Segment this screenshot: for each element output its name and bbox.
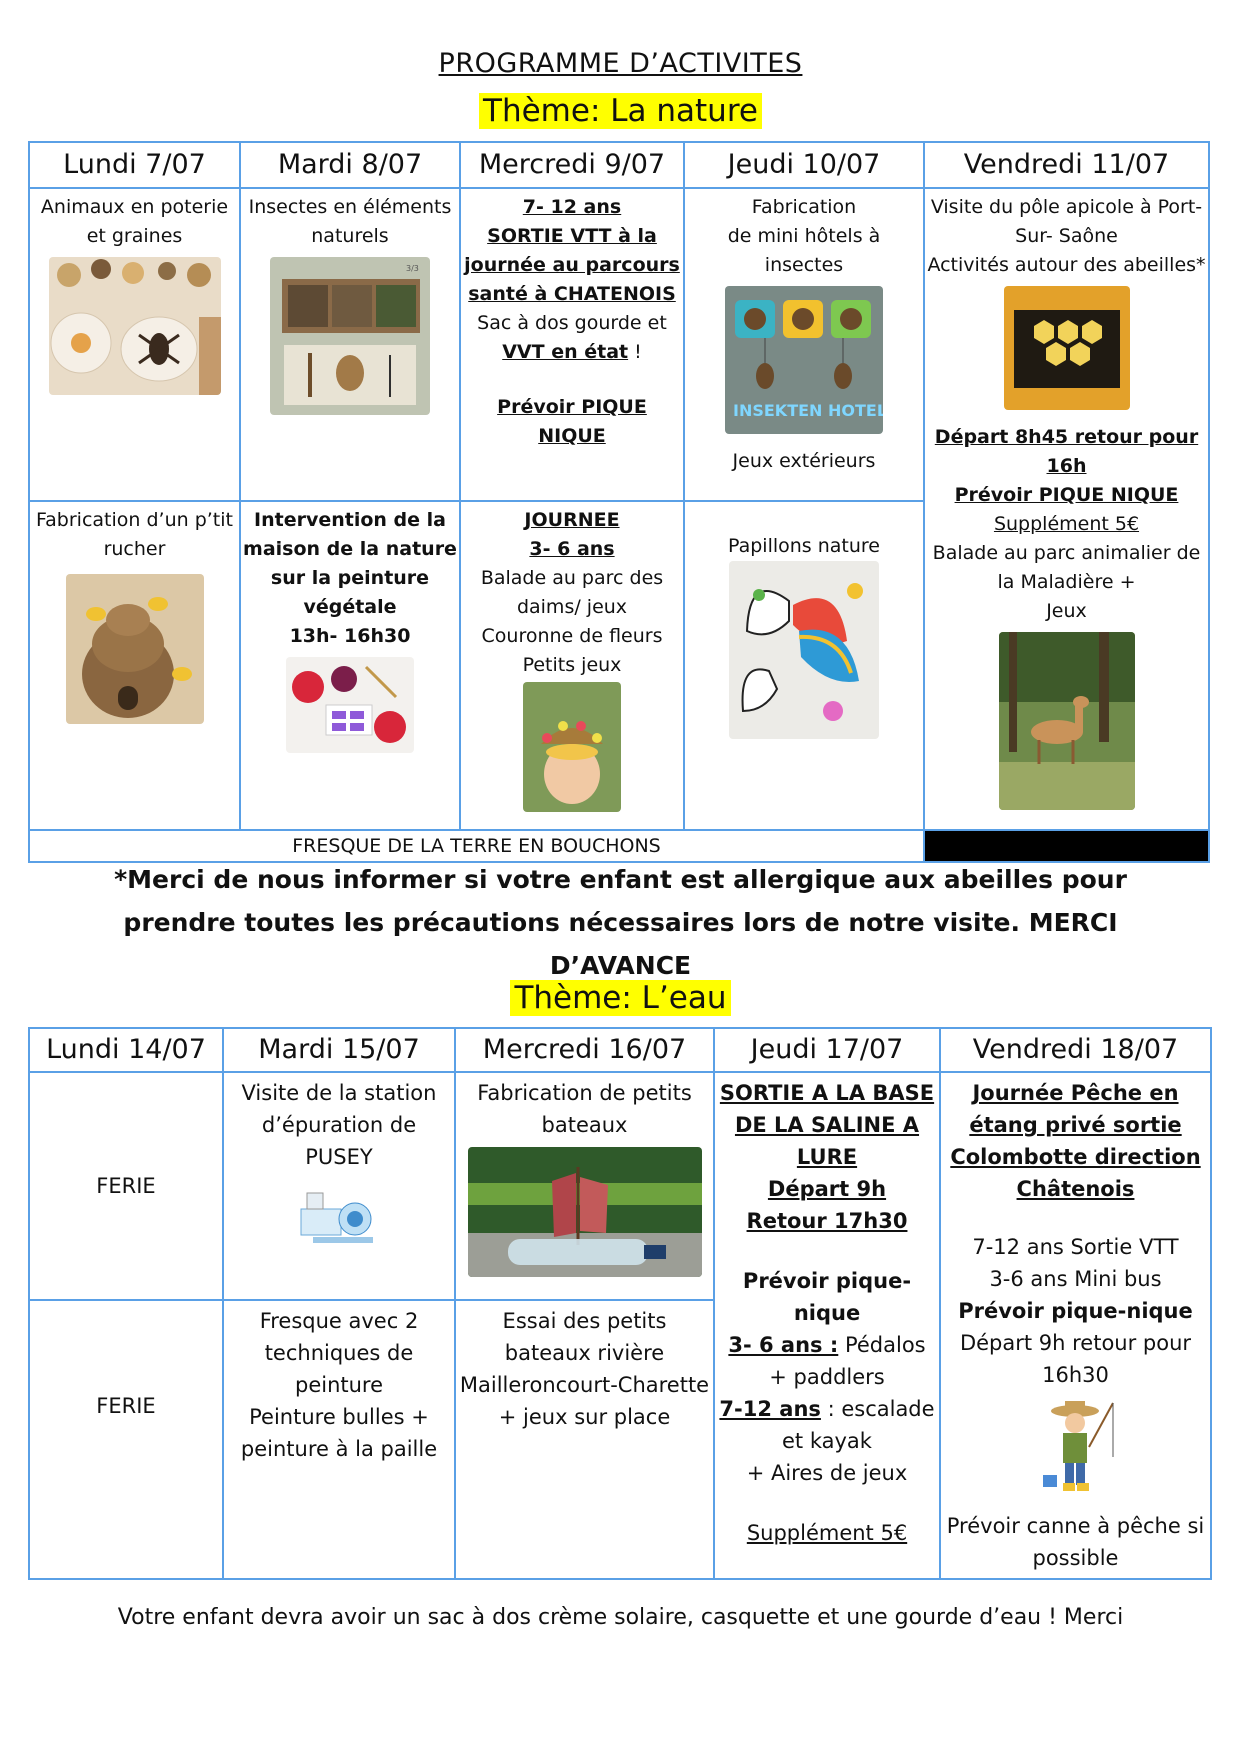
footer-reminder: Votre enfant devra avoir un sac à dos crème solaire, casquette et une gourde d’eau ! Merci	[117, 1605, 1124, 1630]
activity-line-1: Balade au parc des daims/ jeux	[480, 567, 664, 618]
park-walk-text: Balade au parc animalier de la Maladière +	[932, 542, 1201, 593]
activity-3-6: Pédalos + paddlers	[769, 1333, 926, 1389]
departure-time: Départ 9h	[767, 1177, 887, 1201]
activity-text: Insectes en éléments naturels	[248, 196, 452, 247]
insect-hotel-photo	[725, 286, 883, 434]
natural-insects-photo	[270, 257, 430, 415]
activity-text: Papillons nature	[727, 535, 880, 557]
activity-7-12: : escalade et kayak	[782, 1397, 935, 1453]
cell-wed-morning: 7- 12 ans SORTIE VTT à la journée au parcours santé à CHATENOIS Sac à dos gourde et VVT en état ! Prévoir PIQUE NIQUE	[460, 188, 684, 501]
cell-tue-morning	[223, 1072, 455, 1300]
activity-line-1: Fresque avec 2 techniques de peinture	[259, 1309, 419, 1398]
departure-note: Départ 9h retour pour 16h30	[959, 1331, 1192, 1387]
activity-text: Fabrication d’un p’tit rucher	[35, 509, 233, 560]
saline-outing: SORTIE A LA BASE DE LA SALINE A LURE	[719, 1081, 935, 1169]
playgrounds-text: + Aires de jeux	[746, 1461, 908, 1485]
cell-wed-afternoon	[455, 1300, 714, 1579]
cell-mon-morning: FERIE	[29, 1072, 223, 1300]
bee-hexagon-photo	[1004, 286, 1130, 410]
activity-line-1: Fabrication	[751, 196, 857, 218]
vtt-outing: SORTIE VTT à la journée au parcours santé à CHATENOIS	[464, 225, 680, 305]
beehive-craft-photo	[66, 574, 204, 724]
activity-line-2: de mini hôtels à insectes	[727, 225, 881, 276]
picnic-note: Prévoir pique-nique	[742, 1269, 912, 1325]
supplement-price: Supplément 5€	[993, 513, 1140, 535]
cell-thu-morning	[684, 188, 924, 501]
allergy-notice: *Merci de nous informer si votre enfant est allergique aux abeilles pour prendre toutes les précautions nécessaires lors de notre visite. MERCI D’AVANCE	[114, 865, 1127, 980]
day-header-fri: Vendredi 18/07	[940, 1028, 1211, 1072]
activity-text: Jeux extérieurs	[732, 450, 876, 472]
activity-line-3: Petits jeux	[522, 654, 622, 676]
time-range: 13h- 16h30	[289, 625, 411, 647]
fishing-day: Journée Pêche en étang privé sortie Colombotte direction Châtenois	[950, 1081, 1201, 1201]
nature-schedule-table	[28, 141, 1210, 863]
day-header-thu: Jeudi 10/07	[684, 142, 924, 188]
activity-line-2: Couronne de fleurs	[481, 625, 663, 647]
day-header-mon: Lundi 7/07	[29, 142, 240, 188]
activity-line-1: Essai des petits bateaux rivière Mailleroncourt-Charette	[459, 1309, 710, 1398]
activities-text: Activités autour des abeilles*	[927, 254, 1206, 276]
day-header-mon: Lundi 14/07	[29, 1028, 223, 1072]
day-header-thu: Jeudi 17/07	[714, 1028, 940, 1072]
activity-line-2: + jeux sur place	[498, 1405, 671, 1430]
nature-house-intervention: Intervention de la maison de la nature sur la peinture végétale	[243, 509, 457, 618]
water-schedule-table	[28, 1027, 1212, 1580]
cell-tue-afternoon	[223, 1300, 455, 1579]
departure-time: Départ 8h45 retour pour 16h	[934, 426, 1199, 477]
cell-wed-morning	[455, 1072, 714, 1300]
visit-text: Visite du pôle apicole à Port- Sur- Saône	[930, 196, 1203, 247]
cell-mon-afternoon: FERIE	[29, 1300, 223, 1579]
minibus-note: 3-6 ans Mini bus	[989, 1267, 1162, 1291]
day-header-wed: Mercredi 16/07	[455, 1028, 714, 1072]
backpack-note: Sac à dos gourde et	[477, 312, 667, 334]
cell-fri-day	[924, 188, 1209, 830]
cell-thu-afternoon	[684, 501, 924, 830]
flower-crown-photo	[523, 682, 621, 812]
cell-fri-day	[940, 1072, 1211, 1579]
cell-tue-afternoon	[240, 501, 460, 830]
supplement-price: Supplément 5€	[746, 1521, 908, 1545]
day-header-tue: Mardi 15/07	[223, 1028, 455, 1072]
activity-text: Fabrication de petits bateaux	[477, 1081, 692, 1137]
pottery-seeds-photo	[49, 257, 221, 395]
age-group-3-6: 3- 6 ans	[529, 538, 615, 560]
theme-water-heading: Thème: L’eau	[0, 980, 1241, 1016]
day-header-fri: Vendredi 11/07	[924, 142, 1209, 188]
fresque-text: FRESQUE DE LA TERRE EN BOUCHONS	[292, 835, 661, 857]
bottle-boat-photo	[468, 1147, 702, 1277]
theme-nature-heading: Thème: La nature	[0, 93, 1241, 129]
age-group-7-12: 7- 12 ans	[522, 196, 622, 218]
cell-mon-afternoon	[29, 501, 240, 830]
day-label: JOURNEE	[524, 509, 620, 531]
butterflies-photo	[729, 561, 879, 739]
picnic-note: Prévoir PIQUE NIQUE	[497, 396, 647, 447]
deer-photo	[999, 632, 1135, 810]
games-text: Jeux	[1046, 600, 1087, 622]
picnic-note: Prévoir PIQUE NIQUE	[954, 484, 1179, 506]
day-header-tue: Mardi 8/07	[240, 142, 460, 188]
picnic-note: Prévoir pique-nique	[958, 1299, 1193, 1323]
activity-text: Visite de la station d’épuration de PUSEY	[241, 1081, 437, 1169]
vegetal-painting-photo	[286, 657, 414, 753]
document-title: PROGRAMME D’ACTIVITES	[438, 48, 803, 79]
vtt-note: 7-12 ans Sortie VTT	[972, 1235, 1179, 1259]
age-group-3-6: 3- 6 ans :	[728, 1333, 839, 1357]
activity-line-2: Peinture bulles + peinture à la paille	[240, 1405, 438, 1462]
age-group-7-12: 7-12 ans	[719, 1397, 821, 1421]
day-header-wed: Mercredi 9/07	[460, 142, 684, 188]
cell-tue-morning	[240, 188, 460, 501]
activity-text: Animaux en poterie et graines	[40, 196, 229, 247]
cell-mon-morning	[29, 188, 240, 501]
cell-wed-afternoon	[460, 501, 684, 830]
photo-counter-text: 3/3	[406, 264, 419, 273]
bike-condition: VVT en état	[502, 341, 629, 363]
fisherman-illustration	[1033, 1397, 1119, 1497]
fishing-rod-note: Prévoir canne à pêche si possible	[946, 1514, 1205, 1570]
hotel-sign-text: INSEKTEN HOTEL	[733, 401, 883, 420]
water-station-image	[293, 1179, 385, 1251]
cell-thu-day	[714, 1072, 940, 1579]
return-time: Retour 17h30	[746, 1209, 908, 1233]
